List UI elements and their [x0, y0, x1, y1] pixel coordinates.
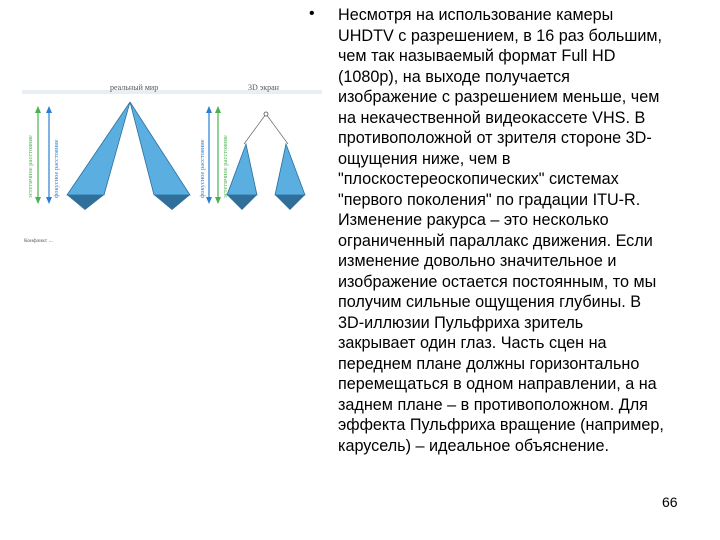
text-line: изображение с разрешением меньше, чем [338, 88, 660, 106]
text-line: получим сильные ощущения глубины. В [338, 293, 642, 311]
axis-left-aesthetic-label: эстетичное расстояние [27, 135, 34, 198]
axis-left-focal-arrow-top [46, 106, 52, 113]
axis-right-aesthetic-arrow-top [215, 106, 221, 113]
axis-left-aesthetic-arrow-bottom [35, 197, 41, 204]
eye-3d-left [227, 195, 257, 210]
real-world-cones [67, 102, 190, 210]
text-line: Изменение ракурса – это несколько [338, 211, 609, 229]
text-line: переднем плане должны горизонтально [338, 354, 640, 373]
diagram-svg [22, 82, 322, 257]
text-line: изображение остается постоянным, то мы [338, 272, 657, 291]
cone-right-eye [130, 102, 190, 195]
bullet-marker: • [309, 5, 315, 22]
text-line: 3D-иллюзии Пульфриха зритель [338, 313, 584, 332]
virtual-point [264, 112, 268, 116]
text-line: чем так называемый формат Full HD [338, 47, 616, 65]
text-line: заднем плане – в противоположном. Для [338, 395, 648, 414]
text-line: на некачественной видеокассете VHS. В [338, 108, 646, 127]
cone-left-eye [67, 102, 130, 195]
stereo-vision-diagram [22, 82, 322, 257]
text-line: UHDTV с разрешением, в 16 раз большим, [338, 26, 662, 45]
axis-right-aesthetic-arrow-bottom [215, 197, 221, 204]
text-line: изменение довольно значительное и [338, 252, 617, 270]
axis-left-focal-label: фокусное расстояние [53, 139, 60, 198]
axis-left-aesthetic-arrow-top [35, 106, 41, 113]
ray-right [266, 114, 288, 144]
label-real-world: реальный мир [110, 83, 159, 92]
text-line: (1080p), на выходе получается [338, 67, 570, 86]
text-line: ограниченный параллакс движения. Если [338, 231, 653, 250]
text-line: карусель) – идеальное объяснение. [338, 436, 609, 455]
slide-body-text [338, 5, 708, 456]
axis-right-focal-arrow-bottom [206, 197, 212, 204]
text-line: "первого поколения" по градации ITU-R. [338, 190, 641, 209]
text-line: перемещаться в одном направлении, а на [338, 375, 657, 393]
text-line: закрывает один глаз. Часть сцен на [338, 334, 607, 352]
axis-right-focal-label: фокусное расстояние [199, 139, 206, 198]
text-line: "плоскостереоскопических" системах [338, 170, 619, 188]
text-line: противоположной от зрителя стороне 3D- [338, 129, 652, 147]
cone-3d-right [275, 144, 305, 195]
3d-screen-cones [227, 112, 305, 210]
axis-left-focal-arrow-bottom [46, 197, 52, 204]
axis-right-aesthetic-label: эстетичное расстояние [222, 135, 229, 198]
text-line: ощущения ниже, чем в [338, 149, 511, 168]
diagram-caption: Конфликт ... [24, 238, 53, 244]
eye-3d-right [275, 195, 305, 210]
eye-left [67, 195, 104, 210]
cone-3d-left [227, 144, 257, 195]
axis-right-focal-arrow-top [206, 106, 212, 113]
ray-left [244, 114, 266, 144]
text-line: Несмотря на использование камеры [338, 6, 614, 24]
text-line: эффекта Пульфриха вращение (например, [338, 416, 664, 434]
page-number: 66 [662, 494, 678, 510]
eye-right [154, 195, 190, 210]
label-3d-screen: 3D экран [248, 83, 279, 92]
